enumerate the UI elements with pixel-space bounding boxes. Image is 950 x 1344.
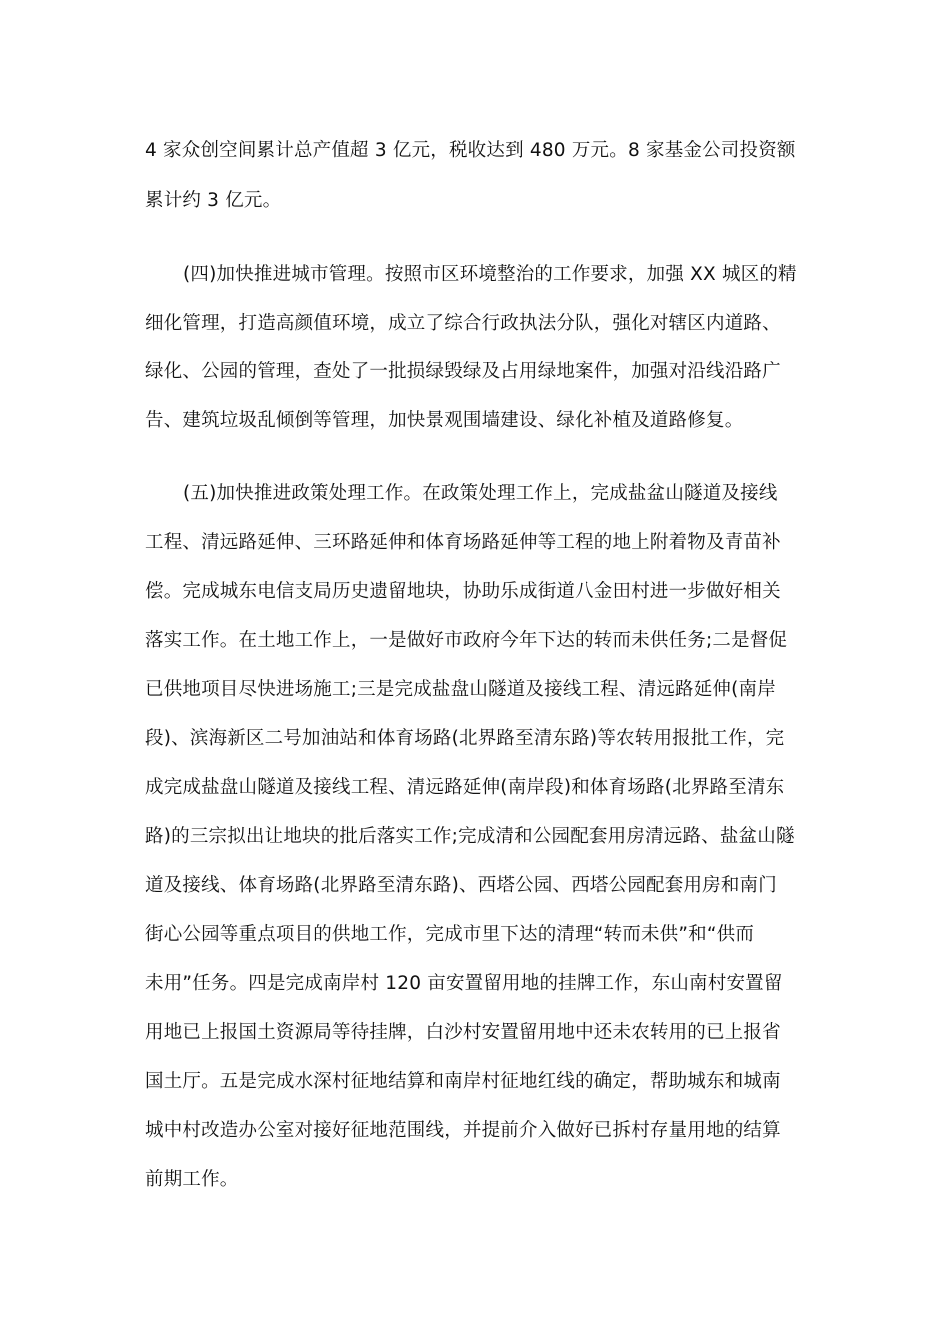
text-line: 道及接线、体育场路(北界路至清东路)、西塔公园、西塔公园配套用房和南门 <box>145 875 777 896</box>
text-line: 工程、清远路延伸、三环路延伸和体育场路延伸等工程的地上附着物及青苗补 <box>145 532 781 553</box>
text-line: 未用”任务。四是完成南岸村 120 亩安置留用地的挂牌工作，东山南村安置留 <box>145 973 783 994</box>
text-line: 城中村改造办公室对接好征地范围线，并提前介入做好已拆村存量用地的结算 <box>145 1120 781 1141</box>
text-line: 段)、滨海新区二号加油站和体育场路(北界路至清东路)等农转用报批工作，完 <box>145 728 785 749</box>
text-line: 已供地项目尽快进场施工;三是完成盐盘山隧道及接线工程、清远路延伸(南岸 <box>145 679 776 700</box>
text-line: (四)加快推进城市管理。按照市区环境整治的工作要求，加强 XX 城区的精 <box>183 264 797 285</box>
text-line: 路)的三宗拟出让地块的批后落实工作;完成清和公园配套用房清远路、盐盆山隧 <box>145 826 795 847</box>
text-line: 街心公园等重点项目的供地工作，完成市里下达的清理“转而未供”和“供而 <box>145 924 755 945</box>
text-line: 累计约 3 亿元。 <box>145 190 282 211</box>
text-line: 前期工作。 <box>145 1169 239 1190</box>
text-line: 国土厅。五是完成水深村征地结算和南岸村征地红线的确定，帮助城东和城南 <box>145 1071 781 1092</box>
text-line: 绿化、公园的管理，查处了一批损绿毁绿及占用绿地案件，加强对沿线沿路广 <box>145 361 781 382</box>
text-line: 用地已上报国土资源局等待挂牌，白沙村安置留用地中还未农转用的已上报省 <box>145 1022 781 1043</box>
text-line: 告、建筑垃圾乱倾倒等管理，加快景观围墙建设、绿化补植及道路修复。 <box>145 410 744 431</box>
text-line: 落实工作。在土地工作上，一是做好市政府今年下达的转而未供任务;二是督促 <box>145 630 788 651</box>
text-line: 细化管理，打造高颜值环境，成立了综合行政执法分队，强化对辖区内道路、 <box>145 313 781 334</box>
text-line: 成完成盐盘山隧道及接线工程、清远路延伸(南岸段)和体育场路(北界路至清东 <box>145 777 785 798</box>
text-line: (五)加快推进政策处理工作。在政策处理工作上，完成盐盆山隧道及接线 <box>183 483 778 504</box>
text-line: 偿。完成城东电信支局历史遗留地块，协助乐成街道八金田村进一步做好相关 <box>145 581 781 602</box>
text-line: 4 家众创空间累计总产值超 3 亿元，税收达到 480 万元。8 家基金公司投资额 <box>145 140 796 161</box>
